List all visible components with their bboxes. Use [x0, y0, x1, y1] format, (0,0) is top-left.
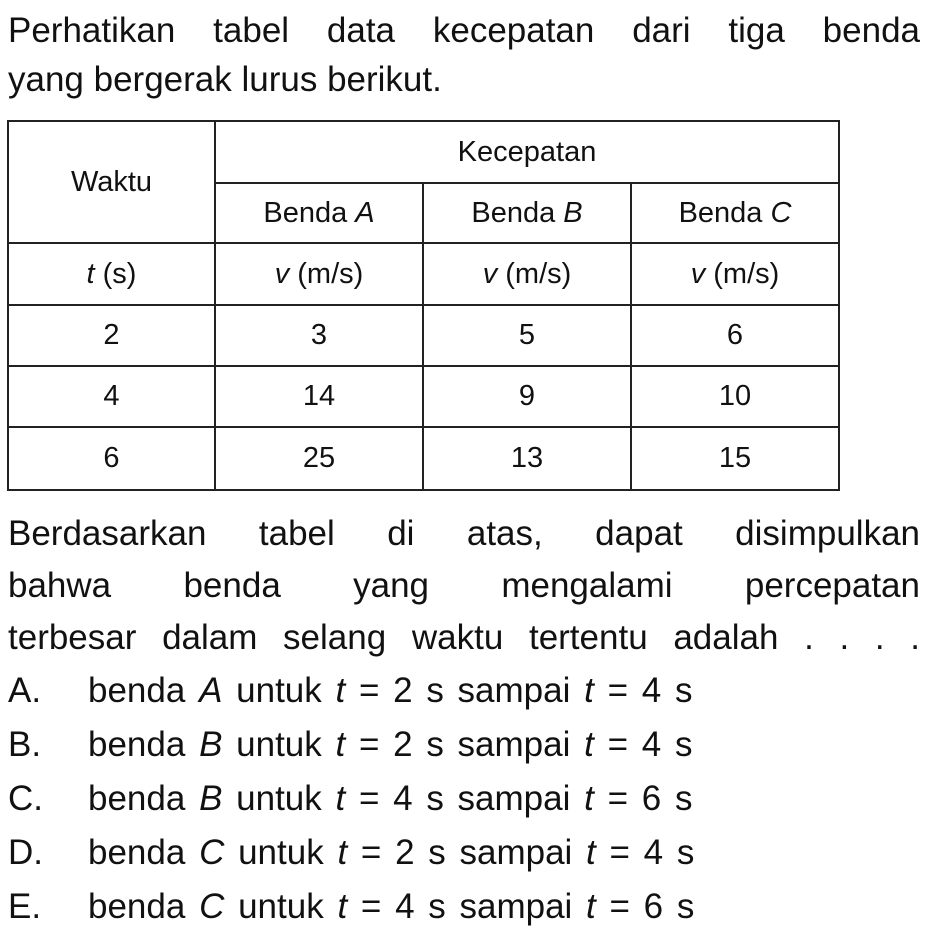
unit-velocity-a: v (m/s) [215, 243, 423, 305]
intro-line-1: Perhatikan tabel data kecepatan dari tiga benda [8, 11, 920, 50]
question-line-1: Berdasarkan tabel di atas, dapat disimpulkan [8, 514, 920, 553]
cell-velocity-c: 6 [631, 305, 839, 366]
option-a[interactable] [8, 664, 694, 718]
cell-velocity-c: 15 [631, 427, 839, 490]
header-kecepatan: Kecepatan [215, 121, 839, 183]
cell-velocity-c: 10 [631, 366, 839, 427]
table-row [8, 427, 839, 490]
option-letter: C. [8, 779, 43, 818]
answer-options [8, 664, 694, 934]
question-line-2: bahwa benda yang mengalami percepatan [8, 566, 920, 605]
cell-velocity-b: 5 [423, 305, 631, 366]
option-letter: D. [8, 833, 43, 872]
option-c[interactable] [8, 772, 694, 826]
option-text: benda B untuk t = 2 s sampai t = 4 s [88, 725, 693, 764]
option-d[interactable] [8, 826, 694, 880]
option-b[interactable] [8, 718, 694, 772]
header-benda-a: Benda A [215, 183, 423, 243]
header-benda-c: Benda C [631, 183, 839, 243]
option-text: benda A untuk t = 2 s sampai t = 4 s [88, 671, 693, 710]
option-letter: E. [8, 887, 42, 926]
question-line-3: terbesar dalam selang waktu tertentu adalah . . . . [8, 618, 920, 657]
header-waktu: Waktu [8, 121, 215, 243]
table-row [8, 305, 839, 366]
cell-time: 2 [8, 305, 215, 366]
option-text: benda C untuk t = 4 s sampai t = 6 s [88, 887, 695, 926]
velocity-table [7, 120, 840, 491]
cell-velocity-a: 14 [215, 366, 423, 427]
unit-velocity-b: v (m/s) [423, 243, 631, 305]
header-benda-b: Benda B [423, 183, 631, 243]
intro-line-2: yang bergerak lurus berikut. [8, 60, 442, 99]
option-e[interactable] [8, 880, 694, 934]
intro-paragraph [8, 6, 920, 104]
option-letter: A. [8, 671, 42, 710]
cell-time: 4 [8, 366, 215, 427]
option-text: benda C untuk t = 2 s sampai t = 4 s [88, 833, 695, 872]
option-text: benda B untuk t = 4 s sampai t = 6 s [88, 779, 693, 818]
cell-velocity-a: 3 [215, 305, 423, 366]
unit-velocity-c: v (m/s) [631, 243, 839, 305]
table-row [8, 366, 839, 427]
cell-velocity-a: 25 [215, 427, 423, 490]
unit-time: t (s) [8, 243, 215, 305]
cell-velocity-b: 13 [423, 427, 631, 490]
option-letter: B. [8, 725, 42, 764]
cell-velocity-b: 9 [423, 366, 631, 427]
question-paragraph [8, 508, 920, 664]
cell-time: 6 [8, 427, 215, 490]
